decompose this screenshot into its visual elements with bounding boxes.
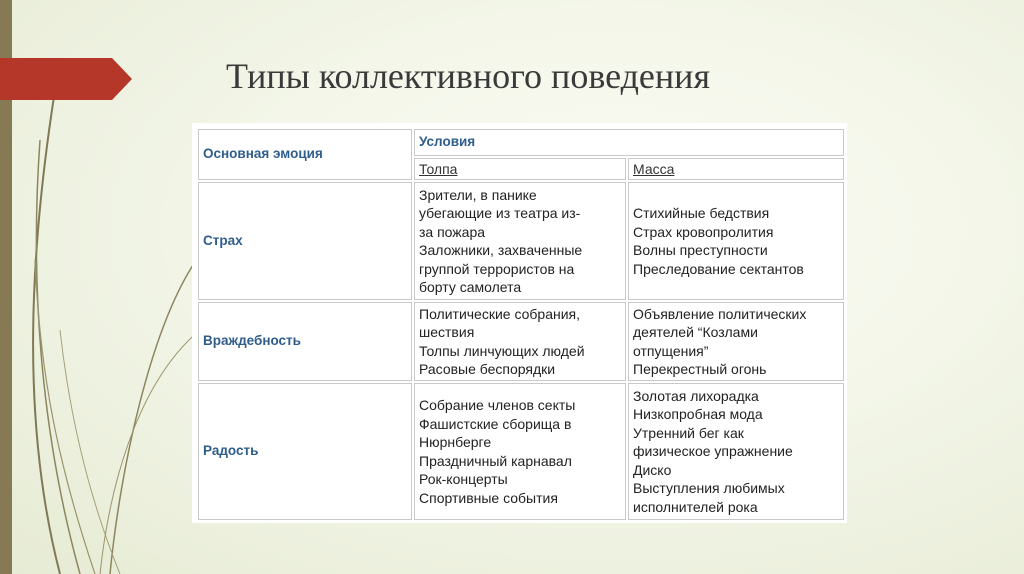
emotion-cell-fear: Страх <box>198 182 412 300</box>
crowd-cell-fear <box>414 182 626 300</box>
emotion-cell-hostility: Враждебность <box>198 302 412 381</box>
cell-line: группой террористов на <box>419 260 575 277</box>
cell-line: отпущения” <box>633 342 709 359</box>
cell-line: Объявление политических <box>633 305 807 322</box>
cell-line: Праздничный карнавал <box>419 452 572 469</box>
crowd-header: Толпа <box>414 158 626 180</box>
slide-title: Типы коллективного поведения <box>226 56 710 96</box>
mass-header: Масса <box>628 158 844 180</box>
cell-line: Зрители, в панике <box>419 186 537 203</box>
cell-line: Нюрнберге <box>419 434 492 450</box>
cell-line: Перекрестный огонь <box>633 361 767 377</box>
cell-line: Утренний бег как <box>633 424 744 441</box>
cell-line: Спортивные события <box>419 489 558 506</box>
cell-line: Рок-концерты <box>419 471 508 487</box>
cell-line: Волны преступности <box>633 242 768 258</box>
behavior-table <box>192 123 847 523</box>
cell-line: Расовые беспорядки <box>419 361 556 377</box>
cell-line: Толпы линчующих людей <box>419 342 585 359</box>
cell-line: шествия <box>419 324 475 340</box>
crowd-cell-hostility <box>414 302 626 381</box>
cell-line: Страх кровопролития <box>633 223 774 240</box>
cell-line: Выступления любимых <box>633 480 785 497</box>
mass-cell-hostility <box>628 302 844 381</box>
emotion-header: Основная эмоция <box>198 129 412 180</box>
cell-line: за пожара <box>419 223 486 240</box>
cell-line: физическое упражнение <box>633 443 793 460</box>
crowd-cell-joy <box>414 383 626 520</box>
cell-line: Преследование сектантов <box>633 260 804 277</box>
title-arrow-icon <box>0 0 140 110</box>
cell-line: Стихийные бедствия <box>633 205 770 221</box>
conditions-header: Условия <box>414 129 844 156</box>
cell-line: убегающие из театра из- <box>419 205 581 221</box>
cell-line: Собрание членов секты <box>419 397 576 413</box>
cell-line: Низкопробная мода <box>633 406 763 423</box>
cell-line: Фашистские сборища в <box>419 415 572 432</box>
cell-line: деятелей “Козлами <box>633 324 758 340</box>
cell-line: борту самолета <box>419 279 522 295</box>
mass-cell-fear <box>628 182 844 300</box>
cell-line: Диско <box>633 461 672 478</box>
cell-line: Заложники, захваченные <box>419 242 583 258</box>
emotion-cell-joy: Радость <box>198 383 412 520</box>
cell-line: Политические собрания, <box>419 305 581 322</box>
mass-cell-joy <box>628 383 844 520</box>
cell-line: Золотая лихорадка <box>633 387 759 404</box>
cell-line: исполнителей рока <box>633 498 758 515</box>
